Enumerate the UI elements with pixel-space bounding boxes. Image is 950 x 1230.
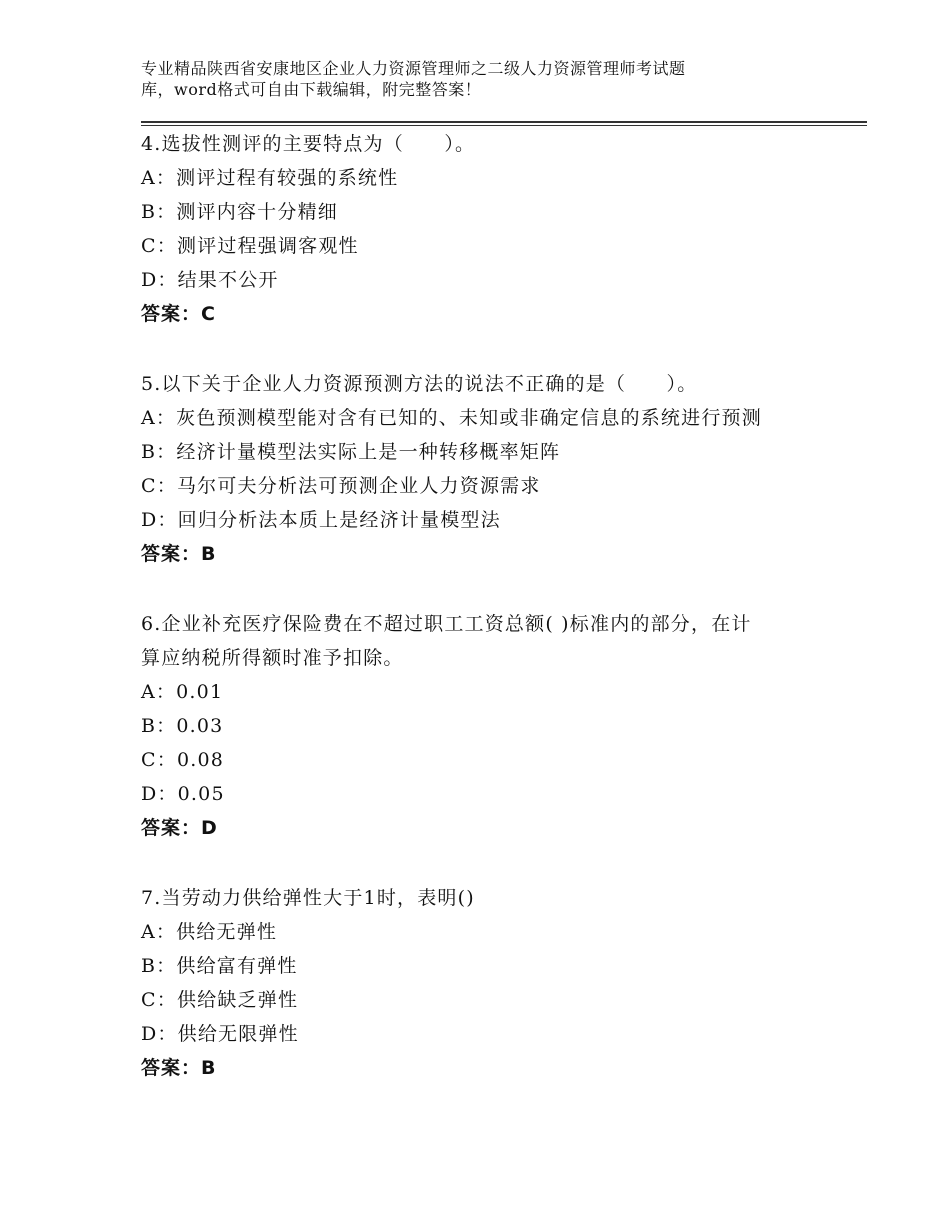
question-stem: 7.当劳动力供给弹性大于1时，表明() (141, 887, 475, 909)
question-6 (141, 607, 821, 845)
option-a: A：灰色预测模型能对含有已知的、未知或非确定信息的系统进行预测 (141, 407, 762, 429)
option-d: D：供给无限弹性 (141, 1023, 299, 1045)
question-4 (141, 127, 821, 331)
option-a: A：供给无弹性 (141, 921, 278, 943)
option-d: D：结果不公开 (141, 269, 279, 291)
option-a: A：0.01 (141, 681, 224, 703)
answer-label: 答案：C (141, 303, 216, 325)
option-b: B：0.03 (141, 715, 224, 737)
question-stem: 5.以下关于企业人力资源预测方法的说法不正确的是（ ）。 (141, 373, 698, 395)
question-5 (141, 367, 821, 571)
answer-label: 答案：B (141, 1057, 217, 1079)
option-b: B：经济计量模型法实际上是一种转移概率矩阵 (141, 441, 561, 463)
header-line-2: 库，word格式可自由下载编辑，附完整答案！ (141, 80, 482, 99)
question-spacer (141, 331, 821, 367)
question-spacer (141, 571, 821, 607)
question-stem-line-1: 6.企业补充医疗保险费在不超过职工工资总额( )标准内的部分，在计 (141, 613, 752, 635)
question-stem-line-2: 算应纳税所得额时准予扣除。 (141, 647, 404, 669)
option-c: C：马尔可夫分析法可预测企业人力资源需求 (141, 475, 541, 497)
option-a: A：测评过程有较强的系统性 (141, 167, 399, 189)
question-7 (141, 881, 821, 1085)
option-b: B：供给富有弹性 (141, 955, 298, 977)
document-header (141, 58, 841, 100)
option-c: C：测评过程强调客观性 (141, 235, 359, 257)
header-divider-thin (141, 125, 867, 126)
question-stem: 4.选拔性测评的主要特点为（ ）。 (141, 133, 476, 155)
header-divider-thick (141, 121, 867, 123)
header-line-1: 专业精品陕西省安康地区企业人力资源管理师之二级人力资源管理师考试题 (141, 59, 686, 78)
option-d: D：0.05 (141, 783, 225, 805)
option-b: B：测评内容十分精细 (141, 201, 338, 223)
question-list (141, 127, 821, 1085)
option-d: D：回归分析法本质上是经济计量模型法 (141, 509, 501, 531)
question-spacer (141, 845, 821, 881)
answer-label: 答案：D (141, 817, 218, 839)
option-c: C：0.08 (141, 749, 225, 771)
option-c: C：供给缺乏弹性 (141, 989, 299, 1011)
answer-label: 答案：B (141, 543, 217, 565)
